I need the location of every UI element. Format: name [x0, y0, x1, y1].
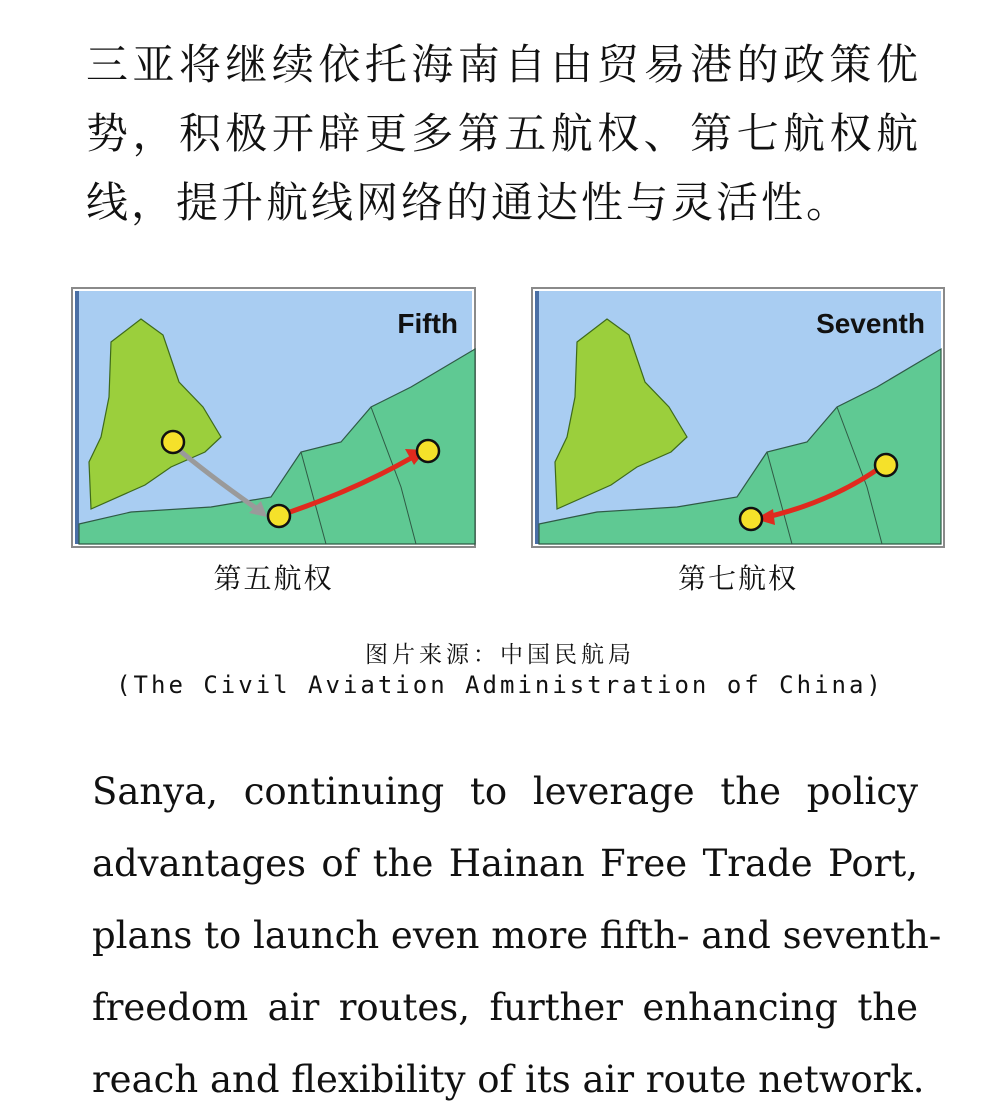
intermediate-airport-marker [268, 505, 290, 527]
seventh-freedom-figure [531, 287, 945, 549]
sanya-airport-marker [162, 431, 184, 453]
map-label: Fifth [397, 308, 458, 339]
english-line: advantages of the Hainan Free Trade Port, [92, 842, 918, 885]
destination-airport-marker [740, 508, 762, 530]
chinese-paragraph: 三亚将继续依托海南自由贸易港的政策优势，积极开辟更多第五航权、第七航权航线，提升航线网络的通达性与灵活性。 [86, 40, 921, 227]
english-line: freedom air routes, further enhancing the [92, 986, 918, 1029]
english-paragraph [92, 756, 942, 1116]
image-source-chinese: 图片来源：中国民航局 [365, 642, 635, 668]
english-line: Sanya, continuing to leverage the policy [92, 770, 918, 813]
origin-airport-marker [875, 454, 897, 476]
seventh-freedom-caption: 第七航权 [677, 562, 798, 595]
fifth-freedom-figure [71, 287, 476, 549]
seventh-freedom-map [531, 287, 945, 549]
fifth-freedom-caption: 第五航权 [213, 562, 334, 595]
map-edge [75, 291, 79, 544]
map-edge [535, 291, 539, 544]
map-label: Seventh [816, 308, 925, 339]
image-source-english: (The Civil Aviation Administration of China) [116, 671, 884, 699]
destination-airport-marker [417, 440, 439, 462]
english-line: reach and flexibility of its air route network. [92, 1058, 925, 1101]
english-line: plans to launch even more fifth- and seventh- [92, 914, 942, 957]
fifth-freedom-map [71, 287, 476, 549]
